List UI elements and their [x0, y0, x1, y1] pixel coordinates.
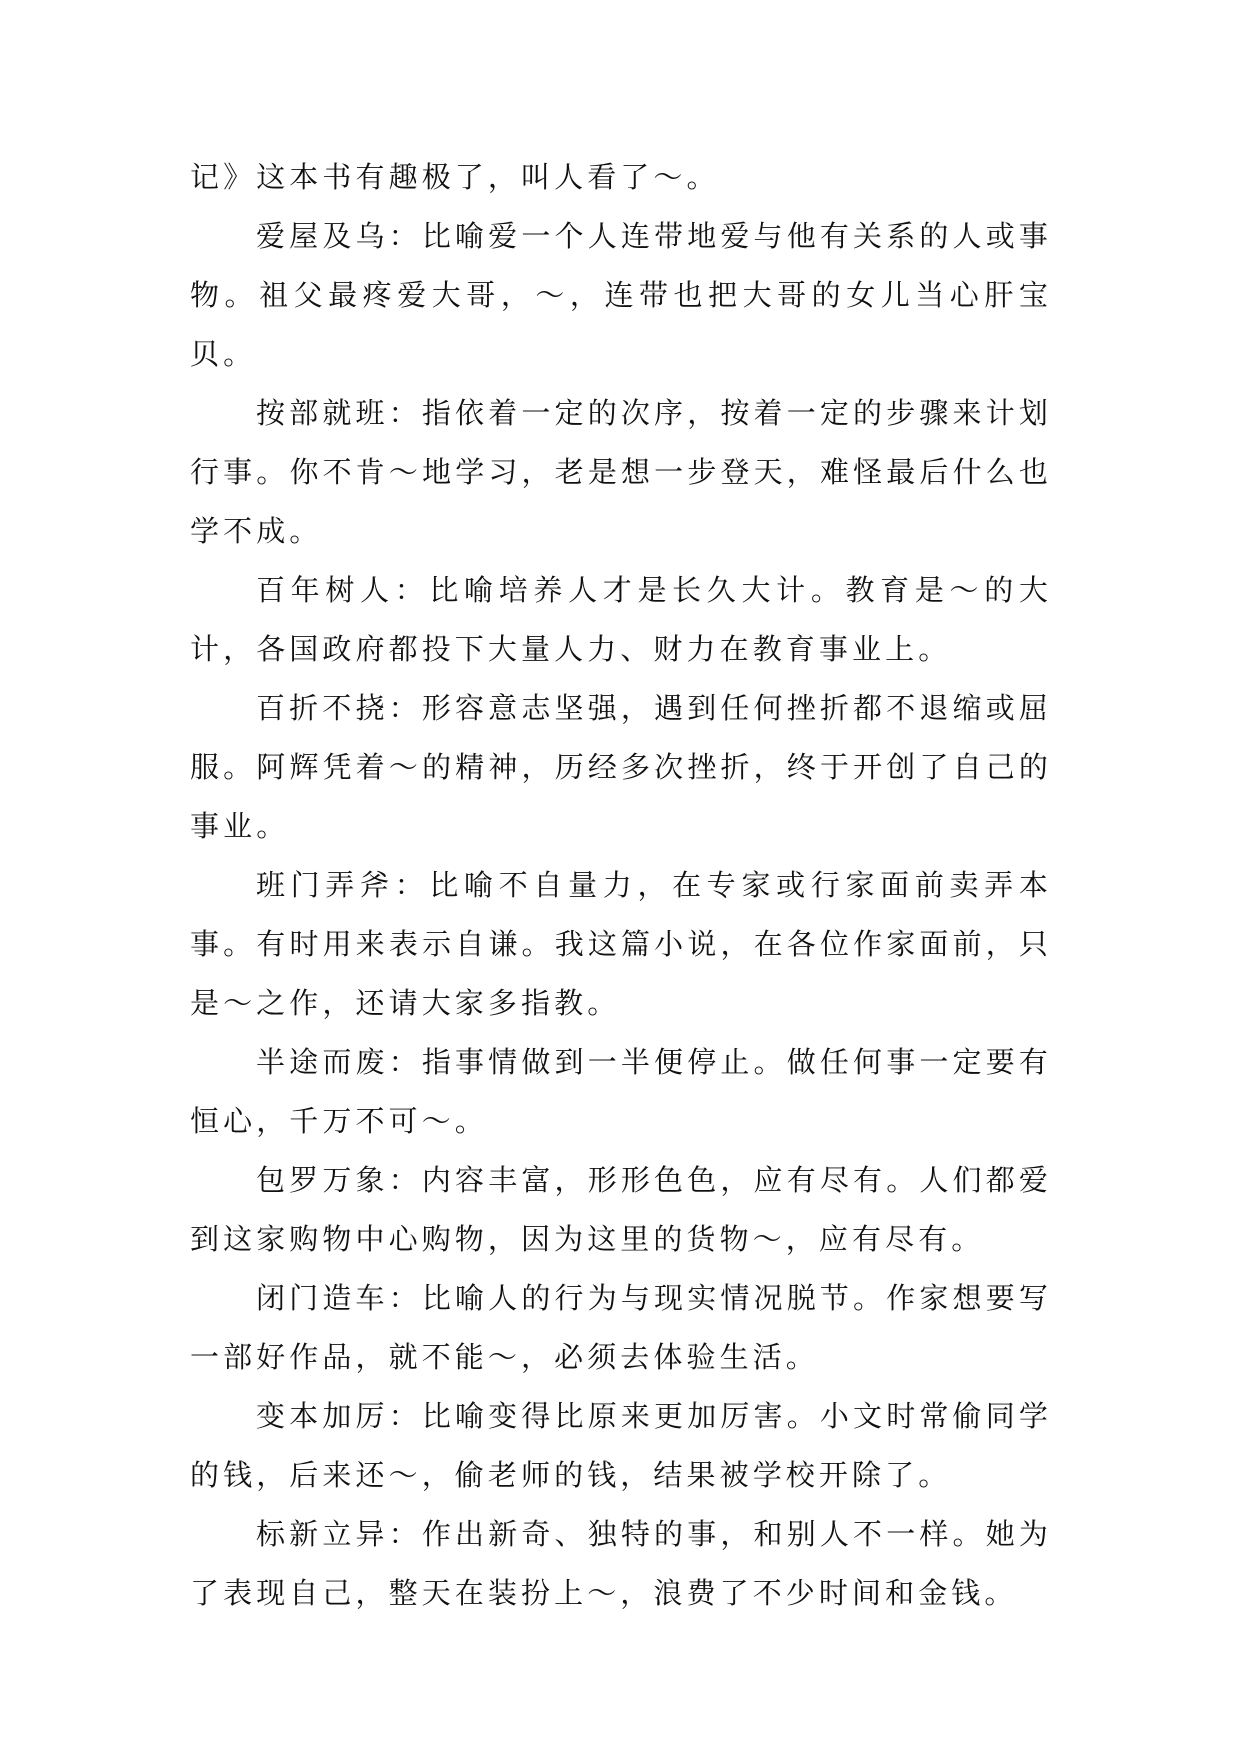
idiom-entry-bi-men-zao-che: 闭门造车：比喻人的行为与现实情况脱节。作家想要写一部好作品，就不能～，必须去体验生活。	[190, 1281, 1052, 1374]
idiom-entry-ban-men-nong-fu: 班门弄斧：比喻不自量力，在专家或行家面前卖弄本事。有时用来表示自谦。我这篇小说，在各位作家面前，只是～之作，还请大家多指教。	[190, 868, 1052, 1020]
idiom-entry-bao-luo-wan-xiang: 包罗万象：内容丰富，形形色色，应有尽有。人们都爱到这家购物中心购物，因为这里的货物～，应有尽有。	[190, 1163, 1052, 1256]
idiom-entry-bai-nian-shu-ren: 百年树人：比喻培养人才是长久大计。教育是～的大计，各国政府都投下大量人力、财力在教育事业上。	[190, 573, 1052, 666]
idiom-entry-bian-ben-jia-li: 变本加厉：比喻变得比原来更加厉害。小文时常偷同学的钱，后来还～，偷老师的钱，结果被学校开除了。	[190, 1399, 1052, 1492]
document-page	[190, 148, 1052, 1623]
paragraph-continuation: 记》这本书有趣极了，叫人看了～。	[190, 160, 720, 194]
idiom-entry-biao-xin-li-yi: 标新立异：作出新奇、独特的事，和别人不一样。她为了表现自己，整天在装扮上～，浪费了不少时间和金钱。	[190, 1517, 1052, 1610]
idiom-entry-ban-tu-er-fei: 半途而废：指事情做到一半便停止。做任何事一定要有恒心，千万不可～。	[190, 1045, 1052, 1138]
idiom-entry-bai-zhe-bu-nao: 百折不挠：形容意志坚强，遇到任何挫折都不退缩或屈服。阿辉凭着～的精神，历经多次挫折，终于开创了自己的事业。	[190, 691, 1052, 843]
idiom-entry-ai-wu-ji-wu: 爱屋及乌：比喻爱一个人连带地爱与他有关系的人或事物。祖父最疼爱大哥，～，连带也把大哥的女儿当心肝宝贝。	[190, 219, 1052, 371]
idiom-entry-an-bu-jiu-ban: 按部就班：指依着一定的次序，按着一定的步骤来计划行事。你不肯～地学习，老是想一步登天，难怪最后什么也学不成。	[190, 396, 1052, 548]
